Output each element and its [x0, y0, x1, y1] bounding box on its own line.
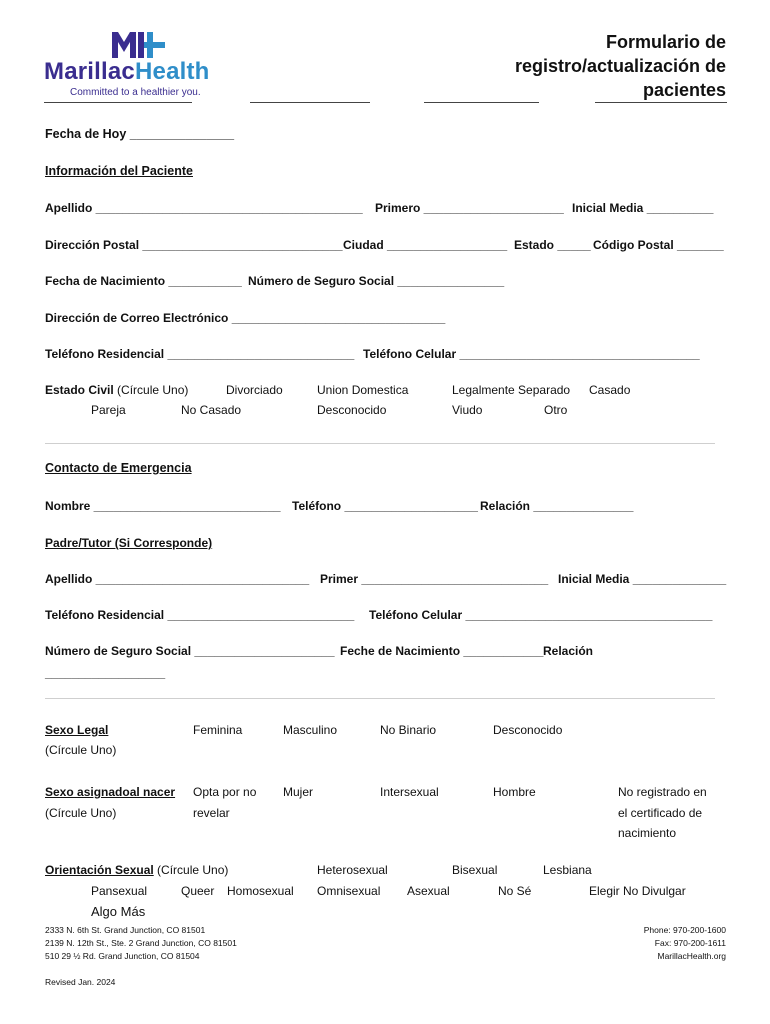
padre-telefono-celular-field[interactable]: Teléfono Celular _____________________________________: [369, 608, 713, 622]
orientacion-option[interactable]: Elegir No Divulgar: [589, 884, 686, 898]
estado-civil-note: (Círcule Uno): [117, 383, 189, 397]
form-title: [466, 30, 726, 102]
marillac-health-logo: [44, 28, 244, 100]
contacto-relacion-field[interactable]: Relación _______________: [480, 499, 634, 513]
estado-civil-label: [45, 383, 188, 397]
codigo-postal-field[interactable]: Código Postal _______: [593, 238, 724, 252]
brand-part2: Health: [134, 58, 210, 85]
section-heading-padre: Padre/Tutor (Si Corresponde): [45, 536, 213, 550]
estado-civil-option[interactable]: Viudo: [452, 403, 483, 417]
fecha-hoy-field[interactable]: Fecha de Hoy _______________: [45, 127, 235, 141]
telefono-residencial-field[interactable]: Teléfono Residencial ____________________________: [45, 347, 355, 361]
title-line1: Formulario de: [605, 32, 726, 52]
ciudad-field[interactable]: Ciudad __________________: [343, 238, 508, 252]
seguro-social-field[interactable]: Número de Seguro Social ________________: [248, 274, 505, 288]
orientacion-option[interactable]: Bisexual: [452, 863, 498, 877]
sexo-nacer-option-line1[interactable]: Opta por no: [193, 785, 257, 799]
sexo-nacer-label: Sexo asignadoal nacer: [45, 785, 176, 799]
padre-primer-field[interactable]: Primer ____________________________: [320, 572, 549, 586]
section-heading-paciente: Información del Paciente: [45, 164, 193, 178]
orientacion-option[interactable]: Algo Más: [91, 904, 146, 919]
sexo-nacer-option[interactable]: Intersexual: [380, 785, 439, 799]
brand-part1: Marillac: [44, 58, 135, 85]
padre-relacion-field[interactable]: __________________: [45, 666, 166, 680]
correo-electronico-field[interactable]: Dirección de Correo Electrónico ________________________________: [45, 311, 446, 325]
orientacion-option[interactable]: Omnisexual: [317, 884, 381, 898]
orientacion-label: [45, 863, 228, 877]
telefono-celular-field[interactable]: Teléfono Celular ____________________________________: [363, 347, 700, 361]
sexo-nacer-option-line1[interactable]: No registrado en: [618, 785, 707, 799]
fecha-nacimiento-field[interactable]: Fecha de Nacimiento ___________: [45, 274, 242, 288]
contacto-telefono-field[interactable]: Teléfono ____________________: [292, 499, 478, 513]
sexo-nacer-option-line2[interactable]: revelar: [193, 806, 230, 820]
section-heading-contacto: Contacto de Emergencia: [45, 461, 192, 475]
footer-revised: Revised Jan. 2024: [45, 977, 116, 987]
estado-civil-option[interactable]: Otro: [544, 403, 568, 417]
footer-phone: Phone: 970-200-1600: [643, 925, 726, 935]
section-divider: [45, 443, 715, 444]
primero-field[interactable]: Primero _____________________: [375, 201, 564, 215]
orientacion-option[interactable]: Asexual: [407, 884, 450, 898]
contacto-nombre-field[interactable]: Nombre ____________________________: [45, 499, 281, 513]
sexo-legal-option[interactable]: Feminina: [193, 723, 243, 737]
title-line2: registro/actualización de: [514, 56, 726, 76]
orientacion-option[interactable]: No Sé: [498, 884, 532, 898]
estado-civil-option[interactable]: Desconocido: [317, 403, 387, 417]
padre-nacimiento-field[interactable]: Feche de Nacimiento ____________: [340, 644, 544, 658]
orientacion-option[interactable]: Queer: [181, 884, 215, 898]
orientacion-option[interactable]: Homosexual: [227, 884, 294, 898]
brand-name: [44, 58, 210, 86]
sexo-nacer-option-line3[interactable]: nacimiento: [618, 826, 677, 840]
footer-address-2: 2139 N. 12th St., Ste. 2 Grand Junction, CO 81501: [45, 938, 237, 948]
estado-civil-option[interactable]: Union Domestica: [317, 383, 409, 397]
apellido-field[interactable]: Apellido ________________________________________: [45, 201, 363, 215]
footer-website[interactable]: MarillacHealth.org: [657, 951, 726, 961]
estado-civil-option[interactable]: Divorciado: [226, 383, 283, 397]
orientacion-title: Orientación Sexual: [45, 863, 154, 877]
orientacion-option[interactable]: Lesbiana: [543, 863, 592, 877]
footer-fax: Fax: 970-200-1611: [654, 938, 726, 948]
padre-inicial-field[interactable]: Inicial Media ______________: [558, 572, 727, 586]
title-line3: pacientes: [642, 80, 726, 100]
estado-civil-title: Estado Civil: [45, 383, 114, 397]
sexo-legal-option[interactable]: Desconocido: [493, 723, 563, 737]
header-rule-right: [595, 102, 727, 103]
inicial-media-field[interactable]: Inicial Media __________: [572, 201, 714, 215]
sexo-nacer-option[interactable]: Hombre: [493, 785, 536, 799]
footer-address-3: 510 29 ½ Rd. Grand Junction, CO 81504: [45, 951, 200, 961]
footer-address-1: 2333 N. 6th St. Grand Junction, CO 81501: [45, 925, 206, 935]
sexo-legal-option[interactable]: Masculino: [283, 723, 338, 737]
header-rule-mid2: [424, 102, 539, 103]
estado-civil-option[interactable]: No Casado: [181, 403, 242, 417]
estado-civil-option[interactable]: Pareja: [91, 403, 126, 417]
estado-field[interactable]: Estado _____: [514, 238, 591, 252]
header-rule-mid: [250, 102, 370, 103]
padre-apellido-field[interactable]: Apellido ________________________________: [45, 572, 310, 586]
estado-civil-option[interactable]: Casado: [589, 383, 631, 397]
padre-relacion-label: Relación: [543, 644, 594, 658]
sexo-nacer-option-line2[interactable]: el certificado de: [618, 806, 703, 820]
brand-tagline: Committed to a healthier you.: [70, 87, 201, 98]
header-rule-left: [44, 102, 192, 103]
orientacion-note: (Círcule Uno): [157, 863, 229, 877]
padre-telefono-residencial-field[interactable]: Teléfono Residencial ____________________________: [45, 608, 355, 622]
sexo-legal-option[interactable]: No Binario: [380, 723, 437, 737]
sexo-legal-label: Sexo Legal: [45, 723, 109, 737]
direccion-postal-field[interactable]: Dirección Postal ______________________________: [45, 238, 343, 252]
estado-civil-option[interactable]: Legalmente Separado: [452, 383, 571, 397]
orientacion-option[interactable]: Heterosexual: [317, 863, 388, 877]
padre-seguro-social-field[interactable]: Número de Seguro Social _____________________: [45, 644, 335, 658]
section-divider: [45, 698, 715, 699]
orientacion-option[interactable]: Pansexual: [91, 884, 148, 898]
sexo-nacer-note: (Círcule Uno): [45, 806, 117, 820]
sexo-legal-note: (Círcule Uno): [45, 743, 117, 757]
sexo-nacer-option[interactable]: Mujer: [283, 785, 314, 799]
